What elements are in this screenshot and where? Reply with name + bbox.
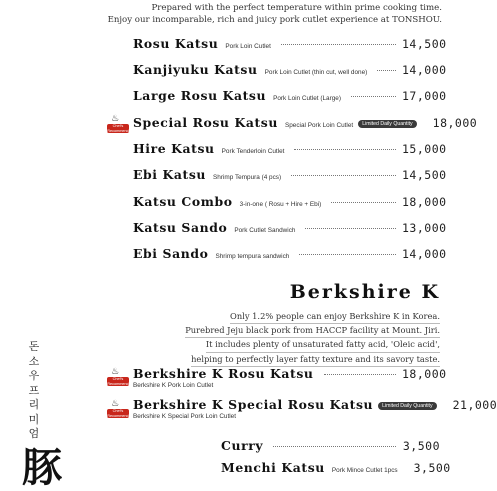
menu-item-name: Menchi Katsu xyxy=(221,460,325,475)
menu-item-sub: Shrimp tempura sandwich xyxy=(215,253,290,260)
menu-item-sub: Berkshire K Pork Loin Cutlet xyxy=(133,382,214,389)
menu-item-price: 21,000 xyxy=(452,398,497,412)
menu-item-price: 18,000 xyxy=(432,116,478,130)
menu-item-sub: Pork Tenderloin Cutlet xyxy=(221,148,285,155)
leader-dots xyxy=(331,201,396,203)
menu-item-name: Ebi Sando xyxy=(133,246,209,261)
intro-line-1: Prepared with the perfect temperature within prime cooking time. xyxy=(151,3,442,13)
chef-recommend-tag: Chef's Recommend xyxy=(107,409,129,418)
menu-item-price: 18,000 xyxy=(402,195,447,209)
menu-item-name: Curry xyxy=(221,438,264,453)
kanji-logo: 豚 xyxy=(22,444,62,491)
menu-item-berkshire-special-rosu-katsu xyxy=(133,397,497,420)
menu-item-rosu-katsu xyxy=(133,36,447,54)
menu-item-name: Rosu Katsu xyxy=(133,36,219,51)
menu-item-price: 15,000 xyxy=(402,142,447,156)
menu-item-name: Special Rosu Katsu xyxy=(133,115,278,130)
menu-item-name: Katsu Combo xyxy=(133,194,233,209)
menu-item-name: Hire Katsu xyxy=(133,141,215,156)
berkshire-desc-line: Purebred Jeju black pork from HACCP facility at Mount. Jiri. xyxy=(185,324,440,338)
chef-recommend-icon: ♨ Chef's Recommend xyxy=(107,367,129,386)
menu-item-name: Large Rosu Katsu xyxy=(133,88,267,103)
menu-item-katsu-combo xyxy=(133,194,447,212)
berkshire-desc-line: helping to perfectly layer fatty texture and its savory taste. xyxy=(191,353,440,367)
menu-item-sub: Berkshire K Special Pork Loin Cutlet xyxy=(133,413,237,420)
intro-text xyxy=(108,2,442,26)
menu-item-name: Kanjiyuku Katsu xyxy=(133,62,258,77)
chef-recommend-tag: Chef's Recommend xyxy=(107,124,129,133)
menu-item-sub: Pork Loin Cutlet xyxy=(225,43,271,50)
leader-dots xyxy=(324,373,396,375)
menu-item-hire-katsu xyxy=(133,141,447,159)
menu-item-kanjiyuku-katsu xyxy=(133,62,447,80)
menu-item-berkshire-rosu-katsu xyxy=(133,366,447,389)
limited-badge: Limited Daily Quantity xyxy=(378,402,436,410)
leader-dots xyxy=(291,174,396,176)
berkshire-desc-line: Only 1.2% people can enjoy Berkshire K in Korea. xyxy=(230,310,440,324)
menu-item-sub: Special Pork Loin Cutlet xyxy=(284,122,354,129)
menu-item-price: 14,000 xyxy=(402,63,447,77)
menu-item-name: Berkshire K Special Rosu Katsu xyxy=(133,397,374,412)
menu-item-price: 3,500 xyxy=(402,439,440,453)
section-title-berkshire: Berkshire K xyxy=(289,281,440,303)
menu-item-name: Katsu Sando xyxy=(133,220,228,235)
menu-item-menchi-katsu xyxy=(221,460,451,475)
berkshire-desc-line: It includes plenty of unsaturated fatty acid, 'Oleic acid', xyxy=(206,338,440,352)
limited-badge: Limited Daily Quantity xyxy=(358,120,416,128)
menu-item-curry xyxy=(221,438,440,453)
menu-item-price: 14,500 xyxy=(402,168,447,182)
menu-item-price: 13,000 xyxy=(402,221,447,235)
berkshire-description xyxy=(185,310,440,367)
menu-item-sub: 3-in-one ( Rosu + Hire + Ebi) xyxy=(239,201,322,208)
menu-item-sub: Pork Mince Cutlet 1pcs xyxy=(331,467,398,474)
menu-item-ebi-katsu xyxy=(133,167,447,185)
menu-item-name: Ebi Katsu xyxy=(133,167,207,182)
leader-dots xyxy=(351,95,396,97)
menu-item-price: 3,500 xyxy=(413,461,451,475)
menu-item-name: Berkshire K Rosu Katsu xyxy=(133,366,314,381)
menu-item-price: 14,500 xyxy=(402,37,447,51)
menu-item-sub: Pork Loin Cutlet (thin cut, well done) xyxy=(264,69,368,76)
menu-item-sub: Pork Cutlet Sandwich xyxy=(234,227,296,234)
vertical-brand-text: 돈소우프리미엄 xyxy=(28,340,40,440)
leader-dots xyxy=(294,148,396,150)
menu-item-sub: Shrimp Tempura (4 pcs) xyxy=(213,174,282,181)
menu-item-price: 14,000 xyxy=(402,247,447,261)
menu-item-ebi-sando xyxy=(133,246,447,264)
chef-recommend-icon: ♨ Chef's Recommend xyxy=(107,399,129,418)
menu-item-price: 18,000 xyxy=(402,367,447,381)
chef-recommend-tag: Chef's Recommend xyxy=(107,377,129,386)
menu-item-sub: Pork Loin Cutlet (Large) xyxy=(273,95,341,102)
leader-dots xyxy=(299,253,396,255)
leader-dots xyxy=(377,69,396,71)
intro-line-2: Enjoy our incomparable, rich and juicy pork cutlet experience at TONSHOU. xyxy=(107,15,442,25)
leader-dots xyxy=(305,227,396,229)
menu-item-katsu-sando xyxy=(133,220,447,238)
menu-item-large-rosu-katsu xyxy=(133,88,447,106)
menu-item-price: 17,000 xyxy=(402,89,447,103)
menu-item-special-rosu-katsu xyxy=(133,115,478,133)
leader-dots xyxy=(273,445,396,447)
chef-recommend-icon: ♨ Chef's Recommend xyxy=(107,114,129,133)
leader-dots xyxy=(281,43,396,45)
